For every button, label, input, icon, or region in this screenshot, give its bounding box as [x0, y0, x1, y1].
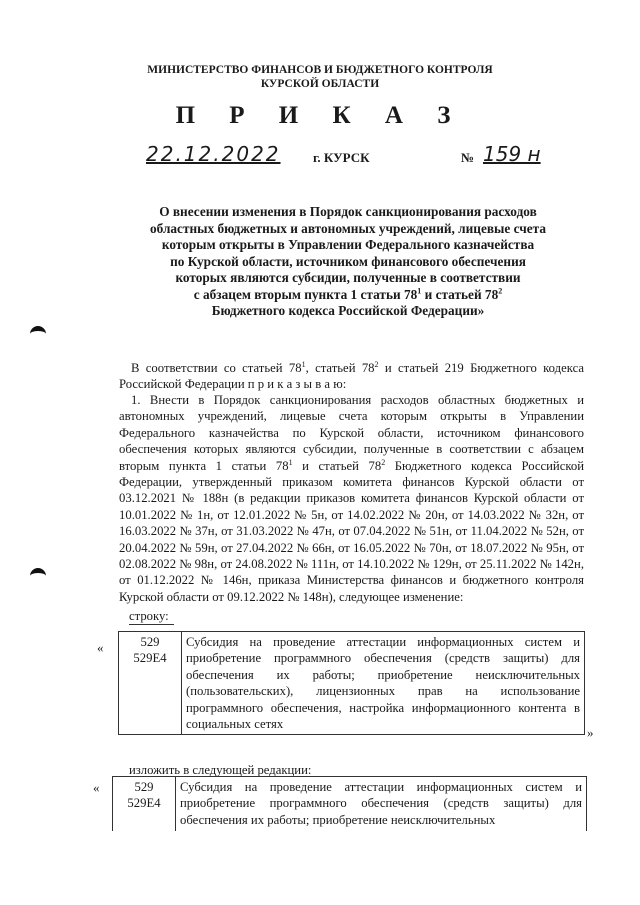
order-number-sign: № [461, 150, 475, 165]
label-line: строку: [129, 609, 174, 625]
code-value: 529E4 [133, 651, 167, 666]
body-text: , статьей 78 [305, 361, 375, 375]
table-row [113, 777, 587, 832]
quote-open: « [93, 780, 100, 795]
superscript: 2 [381, 457, 386, 467]
code-value: 529E4 [127, 796, 161, 811]
old-line-table [118, 631, 585, 735]
body-text: и статьей 78 [292, 458, 382, 473]
body-text: 1. Внести в Порядок санкционирования расходов областных бюджетных и автономных учреждений, лицевые счета которым открыты в Управлении Федерального казначейства по Курской области, источником финансового обеспечения которых являются субсидии, полученные в соответствии с абзацем вторым пункта 1 статьи 78 [119, 393, 584, 473]
document-type: П Р И К А З [175, 102, 465, 129]
description-cell: Субсидия на проведение аттестации информационных систем и приобретение программного обеспечения (средств защиты) для обеспечения их работы; приобретение неисключительных (пользовательских), лицензионных прав на использование программного обеспечения, настройка информационного контента в социальных сетях [182, 632, 585, 735]
table-row [119, 632, 585, 735]
title-line: областных бюджетных и автономных учреждений, лицевые счета [149, 220, 547, 236]
order-number: 159 н [483, 142, 541, 166]
title-line: Бюджетного кодекса Российской Федерации» [211, 303, 485, 318]
new-line-table [112, 776, 587, 831]
ministry-line-2: КУРСКОЙ ОБЛАСТИ [260, 78, 380, 90]
superscript: 2 [374, 359, 379, 369]
order-city: г. КУРСК [313, 150, 370, 165]
ministry-header [0, 63, 640, 91]
title-line: по Курской области, источником финансового обеспечения [170, 253, 526, 269]
order-title [110, 204, 586, 320]
binding-hole-mark [30, 326, 46, 341]
quote-open: « [97, 640, 104, 655]
label-replace: изложить в следующей редакции: [129, 763, 312, 777]
superscript: 1 [417, 286, 422, 296]
code-value: 529 [140, 635, 160, 649]
title-text: и статьей 78 [421, 286, 499, 302]
title-line [110, 287, 586, 304]
title-line: которых являются субсидии, полученные в соответствии [175, 270, 521, 285]
title-text: с абзацем вторым пункта 1 статьи 78 [193, 286, 418, 302]
intro-paragraph [119, 360, 584, 393]
binding-hole-mark [30, 568, 46, 583]
body-text: и статьей 219 Бюджетного кодекса Российской Федерации п р и к а з ы в а ю: [119, 361, 584, 392]
code-value: 529 [134, 780, 154, 794]
ministry-line-1: МИНИСТЕРСТВО ФИНАНСОВ И БЮДЖЕТНОГО КОНТРОЛЯ [147, 64, 493, 76]
body-text: Бюджетного кодекса Российской Федерации, утвержденный приказом комитета финансов Курской области от 03.12.2021 № 188н (в редакции приказов комитета финансов Курской области от 10.01.2022 № 1н, от 12.01.2022 № 5н, от 14.02.2022 № 20н, от 14.03.2022 № 32н, от 16.03.2022 № 37н, от 31.03.2022 № 47н, от 07.04.2022 № 51н, от 11.04.2022 № 52н, от 20.04.2022 № 59н, от 27.04.2022 № 66н, от 16.05.2022 № 70н, от 18.07.2022 № 95н, от 02.08.2022 № 98н, от 24.08.2022 № 111н, от 14.10.2022 № 129н, от 25.11.2022 № 142н, от 01.12.2022 № 146н, приказа Министерства финансов и бюджетного контроля Курской области от 09.12.2022 № 148н), следующее изменение: [119, 458, 584, 604]
title-line: О внесении изменения в Порядок санкционирования расходов [159, 204, 537, 219]
code-cell [113, 777, 176, 832]
superscript: 2 [498, 286, 503, 296]
code-cell [119, 632, 182, 735]
superscript: 1 [301, 359, 306, 369]
superscript: 1 [288, 457, 293, 467]
title-line: которым открыты в Управлении Федерального казначейства [161, 237, 535, 252]
clause-1-paragraph [119, 392, 584, 605]
description-cell: Субсидия на проведение аттестации информационных систем и приобретение программного обеспечения (средств защиты) для обеспечения их работы; приобретение неисключительных [176, 777, 587, 832]
quote-close: » [587, 725, 594, 740]
body-text: В соответствии со статьей 78 [131, 361, 302, 375]
order-date: 22.12.2022 [146, 142, 281, 166]
